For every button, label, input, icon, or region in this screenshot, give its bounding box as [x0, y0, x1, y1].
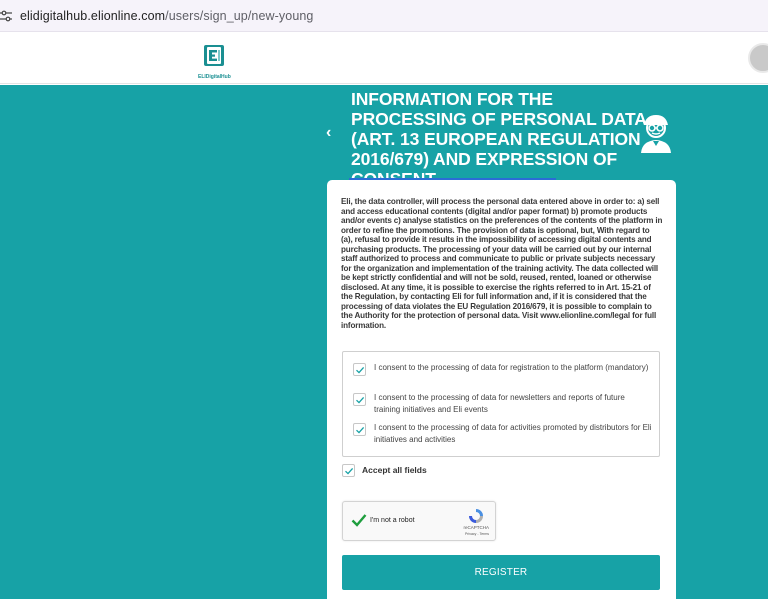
user-avatar[interactable]: [748, 43, 768, 73]
checkmark-icon: [355, 395, 365, 405]
checkmark-icon: [355, 425, 365, 435]
recaptcha-widget[interactable]: [342, 501, 496, 541]
consent-label-registration: I consent to the processing of data for registration to the platform (mandatory): [374, 363, 649, 372]
privacy-notice-text: Eli, the data controller, will process the personal data entered above in order to: a) sell and access educational contents (digital and/or paper format) b) promote products and/or events c) analyse statistics on the preferences of the contents of the platform in order to refine the promotions. The provision of data is optional, but, With regard to (a), refusal to provide it results in the impossibility of accessing digital contents and purchasing products. The processing of your data will be carried out by our internal staff authorized to process and communicate to public or private subjects necessary for the organization and implementation of the training activity. The data collected will be kept strictly confidential and will not be sold, reused, rented, loaned or otherwise disclosed. At any time, it is possible to exercise the rights referred to in Art. 15-21 of the Regulation, by contacting Eli for full information and, if it is considered that the processing of data violates the EU Regulation 2016/679, it is possible to complain to the Authority for the protection of personal data. Visit www.elionline.com/legal for full information.: [341, 197, 663, 330]
recaptcha-links[interactable]: Privacy - Terms: [464, 532, 489, 536]
site-settings-icon[interactable]: [0, 10, 14, 22]
eli-logo[interactable]: [198, 44, 230, 78]
consent-checkbox-registration[interactable]: [353, 363, 366, 376]
register-button[interactable]: REGISTER: [342, 555, 660, 590]
accept-all-fields[interactable]: [342, 463, 427, 477]
consent-item-distributors[interactable]: [353, 422, 653, 446]
accept-all-label: Accept all fields: [362, 465, 427, 475]
accept-all-checkbox[interactable]: [342, 464, 355, 477]
recaptcha-checked-icon[interactable]: [351, 513, 367, 532]
recaptcha-brand: reCAPTCHA: [463, 525, 489, 530]
checkmark-icon: [344, 466, 354, 476]
recaptcha-logo-icon: [467, 508, 485, 524]
url-host: elidigitalhub.elionline.com: [20, 8, 166, 23]
student-mascot-icon: [636, 111, 676, 155]
recaptcha-label: I'm not a robot: [370, 517, 415, 524]
browser-url-bar[interactable]: [0, 0, 768, 32]
consent-label-newsletter: I consent to the processing of data for newsletters and reports of future training initiatives and Eli events: [374, 393, 625, 414]
consent-card: [327, 180, 676, 599]
consent-item-registration[interactable]: [353, 362, 653, 376]
logo-text: ELIDigitalHub: [198, 74, 231, 80]
consent-checkbox-newsletter[interactable]: [353, 393, 366, 406]
back-button[interactable]: ‹: [326, 124, 332, 141]
page-title: INFORMATION FOR THE PROCESSING OF PERSONAL DATA (ART. 13 EUROPEAN REGULATION 2016/679) AND EXPRESSION OF: [351, 89, 647, 169]
checkmark-icon: [355, 365, 365, 375]
book-logo-icon: [201, 44, 227, 68]
consent-checkbox-distributors[interactable]: [353, 423, 366, 436]
consent-item-newsletter[interactable]: [353, 392, 653, 416]
site-header: [0, 33, 768, 84]
url-path: /users/sign_up/new-young: [165, 8, 314, 23]
consent-list: [342, 351, 660, 457]
url-text[interactable]: [20, 9, 313, 23]
consent-label-distributors: I consent to the processing of data for activities promoted by distributors for Eli initiatives and activities: [374, 423, 652, 444]
